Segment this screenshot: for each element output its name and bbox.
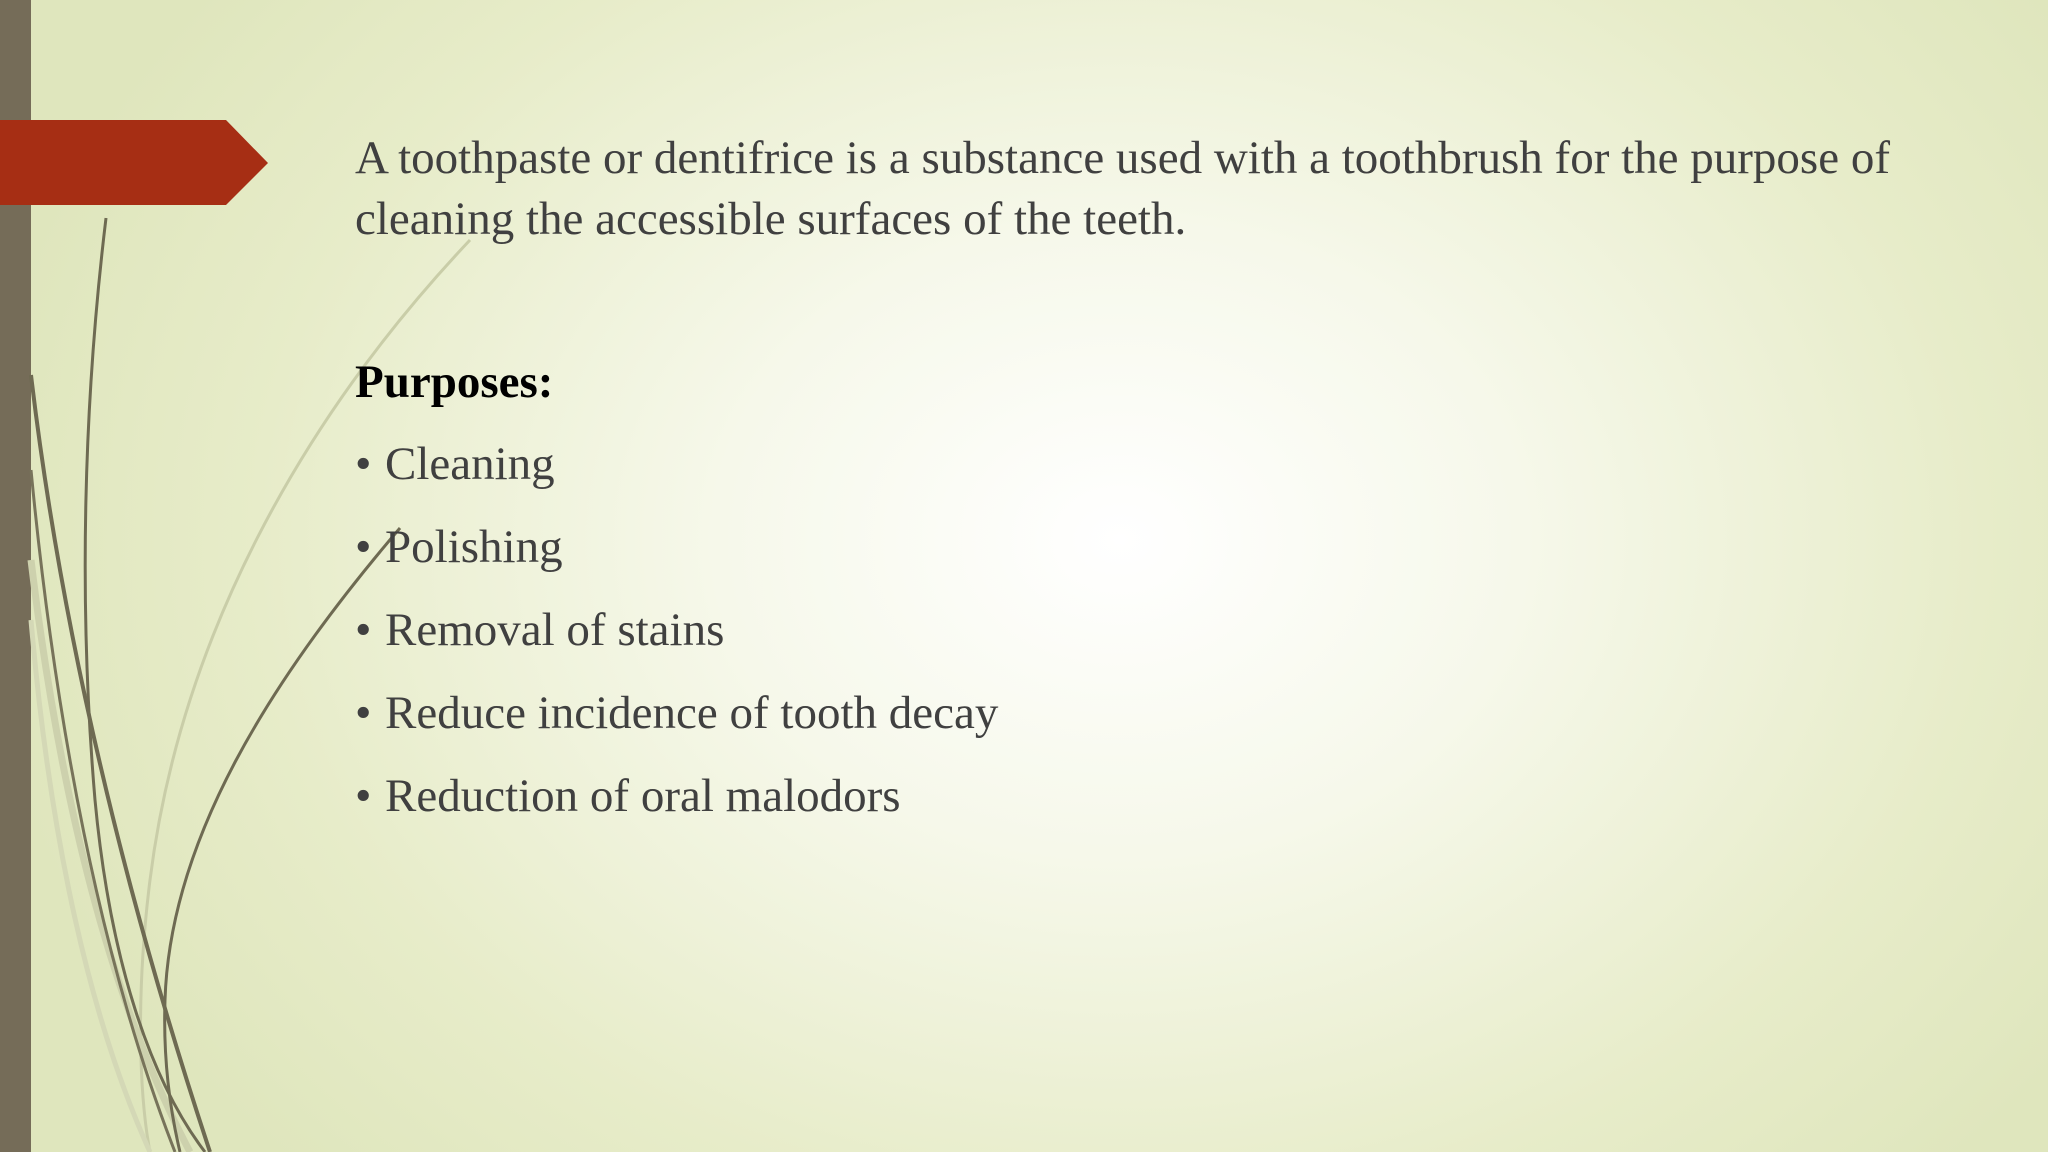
- intro-paragraph: A toothpaste or dentifrice is a substance used with a toothbrush for the purpose of cleaning the accessible surfaces of the teeth.: [355, 132, 1890, 245]
- list-item-text: Polishing: [385, 521, 563, 573]
- purposes-list: [355, 434, 1955, 826]
- bullet-dot: •: [355, 687, 372, 739]
- list-item: [355, 434, 1955, 494]
- bullet-dot: •: [355, 521, 372, 573]
- list-item-text: Reduction of oral malodors: [385, 770, 901, 822]
- bullet-dot: •: [355, 770, 372, 822]
- bullet-dot: •: [355, 604, 372, 656]
- list-item: [355, 517, 1955, 577]
- list-item-text: Reduce incidence of tooth decay: [385, 687, 999, 739]
- dark-curve-2: [31, 375, 210, 1152]
- dark-curve-1: [85, 218, 205, 1152]
- list-item-text: Removal of stains: [385, 604, 725, 656]
- bullet-dot: •: [355, 438, 372, 490]
- list-item: [355, 600, 1955, 660]
- arrow-tab: [0, 120, 268, 205]
- purposes-heading: Purposes:: [355, 356, 554, 408]
- list-item: [355, 766, 1955, 826]
- list-item: [355, 683, 1955, 743]
- slide-content: [355, 128, 1955, 849]
- list-item-text: Cleaning: [385, 438, 555, 490]
